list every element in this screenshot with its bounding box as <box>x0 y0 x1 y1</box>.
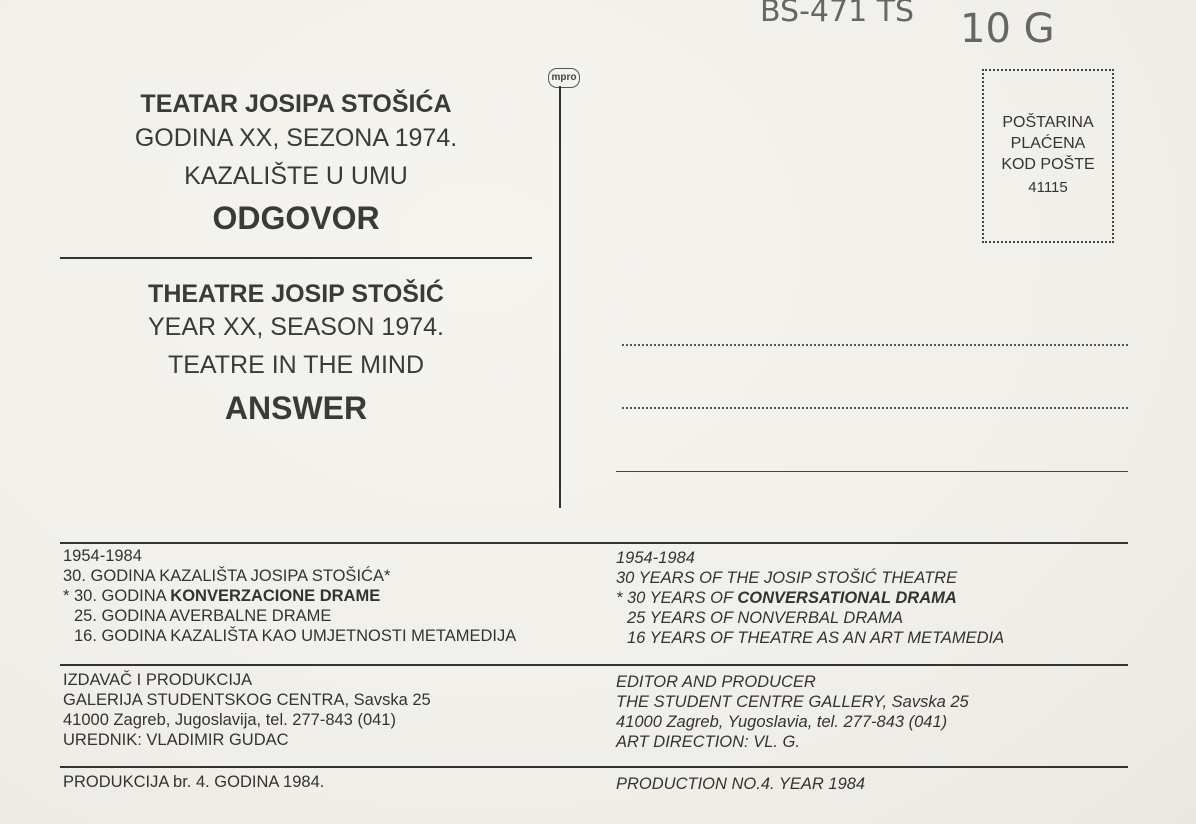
publisher-logo: mpro <box>548 68 580 88</box>
postage-line-1: POŠTARINA <box>1002 114 1094 131</box>
year-season-en: YEAR XX, SEASON 1974. <box>148 313 444 341</box>
anniversary-hr-line-2: * 30. GODINA KONVERZACIONE DRAME <box>63 587 381 605</box>
postage-line-3: KOD POŠTE <box>1001 156 1095 173</box>
publisher-en-line-4: ART DIRECTION: VL. G. <box>616 733 800 751</box>
anniversary-en <box>616 548 1004 648</box>
publisher-hr-line-4: UREDNIK: VLADIMIR GUDAC <box>63 731 289 749</box>
publisher-en-line-2: THE STUDENT CENTRE GALLERY, Savska 25 <box>616 693 969 711</box>
word-hr: ODGOVOR <box>212 200 380 236</box>
subtitle-hr: KAZALIŠTE U UMU <box>184 162 408 190</box>
anniversary-hr-years: 1954-1984 <box>63 547 142 565</box>
anniversary-hr <box>63 546 516 646</box>
publisher-en-line-3: 41000 Zagreb, Yugoslavia, tel. 277-843 (041) <box>616 713 948 731</box>
word-en: ANSWER <box>224 390 368 426</box>
handwritten-code: BS-471 TS <box>760 0 915 29</box>
postage-line-4: 41115 <box>1028 179 1068 196</box>
anniversary-hr-line-1: 30. GODINA KAZALIŠTA JOSIPA STOŠIĆA* <box>63 567 391 585</box>
section-divider-1 <box>60 542 1128 544</box>
title-en: THEATRE JOSIP STOŠIĆ <box>148 280 444 308</box>
title-hr: TEATAR JOSIPA STOŠIĆA <box>140 90 452 118</box>
header-divider <box>60 257 532 259</box>
production-en: PRODUCTION NO.4. YEAR 1984 <box>616 775 866 793</box>
anniversary-en-years: 1954-1984 <box>616 549 695 567</box>
anniversary-en-line-1: 30 YEARS OF THE JOSIP STOŠIĆ THEATRE <box>616 569 958 587</box>
publisher-hr-line-3: 41000 Zagreb, Jugoslavija, tel. 277-843 (041) <box>63 711 396 729</box>
publisher-en <box>616 672 969 752</box>
publisher-en-line-1: EDITOR AND PRODUCER <box>616 673 816 691</box>
publisher-hr-line-2: GALERIJA STUDENTSKOG CENTRA, Savska 25 <box>63 691 431 709</box>
handwritten-mark: 10 G <box>960 6 1055 52</box>
publisher-hr <box>63 670 431 750</box>
anniversary-en-line-2: * 30 YEARS OF CONVERSATIONAL DRAMA <box>616 589 957 607</box>
address-line-2 <box>622 407 1128 409</box>
section-divider-2 <box>60 664 1128 666</box>
anniversary-en-line-3: 25 YEARS OF NONVERBAL DRAMA <box>627 609 904 627</box>
address-line-3 <box>616 471 1128 472</box>
anniversary-hr-line-4: 16. GODINA KAZALIŠTA KAO UMJETNOSTI METAMEDIJA <box>74 627 517 645</box>
center-divider <box>559 86 561 508</box>
production-hr: PRODUKCIJA br. 4. GODINA 1984. <box>63 773 325 791</box>
subtitle-en: TEATRE IN THE MIND <box>167 351 425 379</box>
section-divider-3 <box>60 766 1128 768</box>
anniversary-hr-line-3: 25. GODINA AVERBALNE DRAME <box>74 607 332 625</box>
year-season-hr: GODINA XX, SEZONA 1974. <box>134 124 458 152</box>
address-line-1 <box>622 344 1128 346</box>
publisher-hr-line-1: IZDAVAČ I PRODUKCIJA <box>63 671 253 689</box>
anniversary-en-line-4: 16 YEARS OF THEATRE AS AN ART METAMEDIA <box>627 629 1005 647</box>
postage-line-2: PLAĆENA <box>1010 135 1086 152</box>
